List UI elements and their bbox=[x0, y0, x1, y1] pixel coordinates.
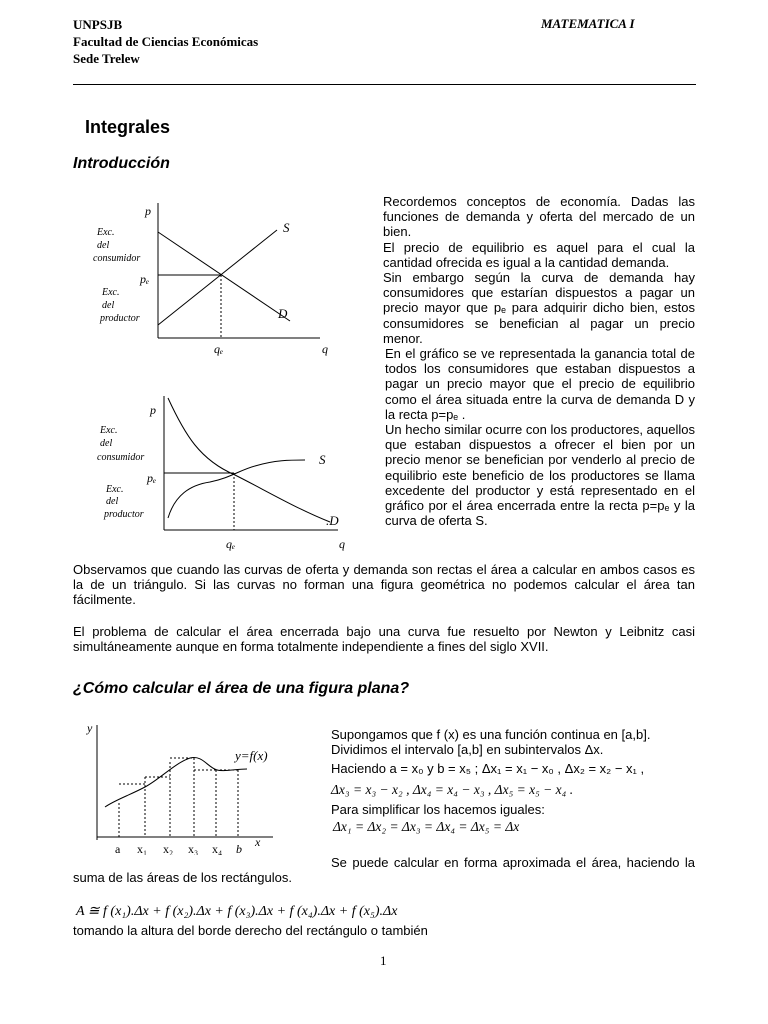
section-heading-introduccion: Introducción bbox=[73, 155, 170, 172]
intro-full-paragraph-1: Observamos que cuando las curvas de oferta y demanda son rectas el área a calcular en ambos casos es la de un triángulo. Si las curvas no forman una figura geométrica no podemos calcular el área tan fácilmente. bbox=[73, 562, 695, 608]
graph1-d-label: D bbox=[278, 306, 288, 321]
graph3-tick-b: b bbox=[236, 842, 242, 855]
graph3-fx-label: y=f(x) bbox=[235, 748, 268, 763]
header-divider bbox=[73, 84, 696, 85]
graph1-cons-3: consumidor bbox=[93, 253, 141, 264]
graph1-s-label: S bbox=[283, 220, 290, 235]
graph2-prod-2: del bbox=[106, 496, 119, 507]
graph3-tick-x1: x₁ bbox=[137, 842, 148, 855]
graph2-q-label: q bbox=[339, 537, 345, 551]
graph1-qe-label: qₑ bbox=[214, 342, 224, 356]
graph3-tick-a: a bbox=[115, 842, 121, 855]
graph3-tick-x3: x₃ bbox=[188, 842, 199, 855]
area-line-4: Δx₃ = x₃ − x₂ , Δx₄ = x₄ − x₃ , Δx₅ = x₅ − x₄ . bbox=[331, 782, 574, 797]
header-line-faculty: Facultad de Ciencias Económicas bbox=[73, 34, 259, 49]
area-line-3: Haciendo a = x₀ y b = x₅ ; Δx₁ = x₁ − x₀ , Δx₂ = x₂ − x₁ , bbox=[331, 761, 645, 776]
area-last-line: tomando la altura del borde derecho del rectángulo o también bbox=[73, 923, 428, 938]
graph1-prod-1: Exc. bbox=[102, 287, 120, 298]
area-line-2: Dividimos el intervalo [a,b] en subintervalos Δx. bbox=[331, 742, 604, 758]
graph3-y-label: y bbox=[87, 721, 93, 735]
area-approx-paragraph: Se puede calcular en forma aproximada el área, haciendo la suma de las áreas de los rectángulos. bbox=[73, 855, 695, 886]
graph1-cons-2: del bbox=[97, 240, 110, 251]
graph2-qe-label: qₑ bbox=[226, 537, 236, 551]
graph1-prod-2: del bbox=[102, 300, 115, 311]
area-line-1: Supongamos que f (x) es una función continua en [a,b]. bbox=[331, 727, 651, 742]
header-course: MATEMATICA I bbox=[541, 16, 635, 31]
graph2-s-label: S bbox=[319, 452, 326, 467]
graph2-d-label: .D bbox=[326, 513, 339, 528]
header-left bbox=[73, 16, 258, 67]
page-title: Integrales bbox=[85, 117, 171, 137]
graph2-prod-3: productor bbox=[104, 509, 144, 520]
graph1-demand-line bbox=[158, 232, 290, 321]
graph1-prod-3: productor bbox=[100, 313, 140, 324]
graph2-supply-curve bbox=[168, 460, 305, 518]
supply-demand-curved-graph bbox=[90, 390, 360, 560]
area-line-6: Δx₁ = Δx₂ = Δx₃ = Δx₄ = Δx₅ = Δx bbox=[333, 819, 520, 834]
area-intro-text bbox=[331, 727, 695, 757]
header-line-university: UNPSJB bbox=[73, 17, 123, 32]
graph1-cons-1: Exc. bbox=[97, 227, 115, 238]
graph2-cons-3: consumidor bbox=[97, 452, 145, 463]
intro-paragraph-5: Un hecho similar ocurre con los productores, aquellos que estaban dispuestos a ofrecer el bien por un precio menor se benefician por venderlo al precio de equilibrio este beneficio de los productores se llama excedente del productor y está representado en el gráfico por el área encerrada entre la recta p=pₑ y la curva de oferta S. bbox=[385, 422, 695, 529]
graph2-p-label: p bbox=[150, 403, 156, 417]
intro-paragraph-2: El precio de equilibrio es aquel para el cual la cantidad ofrecida es igual a la cantidad demanda. bbox=[383, 239, 695, 270]
intro-paragraph-3: Sin embargo según la curva de demanda hay consumidores que estarían dispuestos a pagar un precio mayor que pₑ para adquirir dicho bien, estos consumidores se benefician al pagar un precio menor. bbox=[383, 270, 695, 346]
section-heading-area: ¿Cómo calcular el área de una figura plana? bbox=[73, 680, 410, 697]
area-line-5: Para simplificar los hacemos iguales: bbox=[331, 802, 545, 817]
intro-right-text bbox=[383, 194, 695, 528]
area-formula: A ≅ f (x₁).Δx + f (x₂).Δx + f (x₃).Δx + f (x₄).Δx + f (x₅).Δx bbox=[76, 904, 398, 919]
intro-full-paragraph-2: El problema de calcular el área encerrada bajo una curva fue resuelto por Newton y Leibnitz casi simultáneamente aunque en forma totalmente independiente a fines del siglo XVII. bbox=[73, 624, 695, 655]
graph2-demand-curve bbox=[168, 398, 330, 522]
graph3-tick-x2: x₂ bbox=[163, 842, 174, 855]
header-line-campus: Sede Trelew bbox=[73, 51, 140, 66]
graph3-rectangles bbox=[119, 758, 238, 837]
graph2-pe-label: pₑ bbox=[147, 471, 157, 485]
graph1-pe-label: pₑ bbox=[140, 272, 150, 286]
graph2-prod-1: Exc. bbox=[106, 484, 124, 495]
graph3-x-label: x bbox=[255, 835, 261, 849]
intro-paragraph-4: En el gráfico se ve representada la ganancia total de todos los consumidores que estaban dispuestos a pagar un precio mayor que el precio de equilibrio como el área situada entre la curva de demanda D y la recta p=pₑ . bbox=[385, 346, 695, 422]
intro-paragraph-1: Recordemos conceptos de economía. Dadas las funciones de demanda y oferta del mercado de un bien. bbox=[383, 194, 695, 240]
graph3-function-curve bbox=[105, 758, 247, 807]
graph1-q-label: q bbox=[322, 342, 328, 356]
riemann-sum-graph bbox=[75, 715, 300, 855]
page-number: 1 bbox=[380, 953, 387, 968]
graph3-tick-x4: x₄ bbox=[212, 842, 223, 855]
supply-demand-linear-graph bbox=[90, 195, 350, 365]
graph2-cons-2: del bbox=[100, 438, 113, 449]
graph1-p-label: p bbox=[145, 204, 151, 218]
graph2-cons-1: Exc. bbox=[100, 425, 118, 436]
